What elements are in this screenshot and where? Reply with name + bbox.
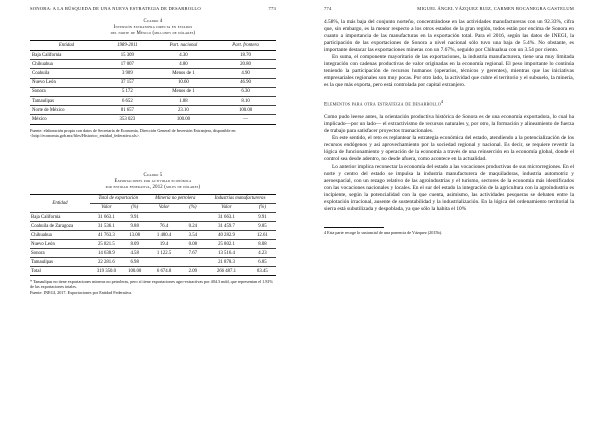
table-cell: 18.70 xyxy=(215,51,276,60)
table4-source: Fuente: elaboración propia con datos de Secretaría de Economía, Dirección General de Inversión Extranjera, disponible en <http://economia.gob.mx/files/Historico_entidad_federativa.xls>. xyxy=(30,127,236,139)
right-running-head xyxy=(324,6,574,11)
table-cell: 25 821.5 xyxy=(90,240,123,249)
table5-sub-header-cell: Valor xyxy=(146,203,181,212)
table-cell: 9.88 xyxy=(123,222,147,231)
left-running-head xyxy=(30,6,276,11)
table4-header-cell: Entidad xyxy=(30,41,103,51)
table-cell: 4.23 xyxy=(249,249,276,258)
table-cell: Sonora xyxy=(30,87,103,96)
table-row xyxy=(30,240,276,249)
table-cell: 3.54 xyxy=(182,231,204,240)
table-row xyxy=(30,213,276,222)
table-cell: Menos de 1 xyxy=(152,69,215,78)
table-cell: 21 878.3 xyxy=(204,258,249,267)
table-row xyxy=(30,78,276,87)
table-cell: 100.00 xyxy=(123,267,147,276)
table5-source: Fuente: INEGI, 2017. Exportaciones por Entidad Federativa. xyxy=(30,289,132,295)
table-cell: 10.60 xyxy=(152,78,215,87)
table-cell: 31 663.1 xyxy=(90,213,123,222)
table-cell: 9.85 xyxy=(249,222,276,231)
table5-caption xyxy=(30,173,276,191)
table-cell: 1 122.5 xyxy=(146,249,181,258)
table-row xyxy=(30,231,276,240)
paragraph: En suma, el componente mayoritario de las exportaciones, la industria manufacturera, tiene una muy limitada integración con cadenas productivas de valor originadas en la economía regional. El peso importante lo continúa teniendo la participación de recursos humanos (operarios, técnicos y gerentes), mientras que las iniciativas empresariales regionales son muy pocas. Por otro lado, la actividad que cubre el territorio y el subsuelo, la minería, es la que más exporta, pero está controlada por capital extranjero. xyxy=(324,54,574,89)
table-cell: 19.4 xyxy=(146,240,181,249)
section-title-text: Elementos para otra estrategia de desarrollo xyxy=(324,102,441,109)
table-cell: 1 480.4 xyxy=(146,231,181,240)
table-cell: 40 282.9 xyxy=(204,231,249,240)
table-cell: 15 309 xyxy=(103,51,152,60)
table-cell: 6 674.8 xyxy=(146,267,181,276)
table-cell: Coahuila xyxy=(30,69,103,78)
table4-header-row xyxy=(30,41,276,51)
table-cell: 76.4 xyxy=(146,222,181,231)
table-cell: 13 516.4 xyxy=(204,249,249,258)
table-row xyxy=(30,222,276,231)
table-row xyxy=(30,267,276,276)
table-cell: 31 536.1 xyxy=(90,222,123,231)
table-cell: Baja California xyxy=(30,51,103,60)
table5-header-cell: Entidad xyxy=(30,194,90,212)
table-cell: 5 172 xyxy=(103,87,152,96)
table5 xyxy=(30,194,276,276)
table4-header-cell: Part. frontera xyxy=(215,41,276,51)
table-row xyxy=(30,51,276,60)
paragraph: Como pudo leerse antes, la orientación productiva histórica de Sonora es de una economía exportadora, lo cual ha implicado—por un lado— el extractivismo de recursos naturales y, por otro, la formación y alineamiento de fuerza de trabajo para satisfacer proyectos trasnacionales. xyxy=(324,114,574,135)
table4-header-cell: 1989-2011 xyxy=(103,41,152,51)
table5-group-header-row xyxy=(30,194,276,203)
table-row xyxy=(30,96,276,105)
table4-header-cell: Part. nacional xyxy=(152,41,215,51)
table-cell: Norte de México xyxy=(30,106,103,115)
table4 xyxy=(30,40,276,125)
table5-header-cell: Industrias manufactureras xyxy=(204,194,276,203)
table5-note: * Tamaulipas no tiene exportaciones mineras no petroleras, pero sí tiene exportaciones agro-extractivas por 404.3 mdd, que representan el 1.81% de las exportaciones totales. xyxy=(30,279,274,290)
table-cell: 9.91 xyxy=(123,213,147,222)
table-cell xyxy=(146,213,181,222)
table5-caption-number: Cuadro 5 xyxy=(143,172,163,178)
paragraph: 4.58%, la más baja del conjunto norteño, concentrándose en las actividades manufactureras con un 92.33%, cifra que, sin embargo, es la menor respecto a los otros estados de la gran región, todos están por encima de Sonora en cuanto a importancia de las manufacturas en la exportación total. Para el 2016, según las datos de INEGI, la participación de las exportaciones de Sonora a nivel nacional sólo tuvo una baja de 5.4%. No obstante, es importante destacar las exportaciones mineras con un 7.67%, seguido por Chihuahua con un 3.54 por ciento. xyxy=(324,19,574,54)
paragraph: En este sentido, el reto es replantear la estrategia económica del estado, atendiendo a la potencialización de los recursos endógenos y así aprovechamiento por la sociedad regional y nacional. Es decir, se requiere revertir la lógica de funcionamiento y operación de la economía a través de una reinserción en la economía global, donde el control sea desde adentro, no desde afuera, como acontece en la actualidad. xyxy=(324,135,574,163)
table5-header-cell: Minería no petrolera xyxy=(146,194,204,203)
table-cell: Sonora xyxy=(30,249,90,258)
table-cell: 3 909 xyxy=(103,69,152,78)
table-cell xyxy=(182,213,204,222)
table-cell: 353 023 xyxy=(103,115,152,124)
table-cell: Coahuila de Zaragoza xyxy=(30,222,90,231)
table4-caption-title: Inversión extranjera directa en estados xyxy=(113,25,193,30)
table-cell: Tamaulipas xyxy=(30,96,103,105)
table-cell: 6.85 xyxy=(249,258,276,267)
table-cell: 266 487.1 xyxy=(204,267,249,276)
table-cell: 31 663.1 xyxy=(204,213,249,222)
section-body-text xyxy=(324,114,574,213)
table5-sub-header-cell: Valor xyxy=(204,203,249,212)
table-cell: 2.09 xyxy=(182,267,204,276)
table-cell: 83.45 xyxy=(249,267,276,276)
table-cell: 100.00 xyxy=(152,115,215,124)
table-cell: 22 281.6 xyxy=(90,258,123,267)
table-cell: Menos de 1 xyxy=(152,87,215,96)
table-cell: 23.10 xyxy=(152,106,215,115)
table-cell: 12.61 xyxy=(249,231,276,240)
table4-caption xyxy=(30,19,276,37)
table-cell: 17 007 xyxy=(103,60,152,69)
table-row xyxy=(30,87,276,96)
footnote-divider xyxy=(324,227,384,228)
table-cell: 7.67 xyxy=(182,249,204,258)
left-running-head-title: SONORA: A LA BÚSQUEDA DE UNA NUEVA ESTRATEGIA DE DESARROLLO xyxy=(30,6,201,11)
table5-sub-header-cell: (%) xyxy=(182,203,204,212)
table-cell: 25 802.1 xyxy=(204,240,249,249)
table-cell: 41 763.3 xyxy=(90,231,123,240)
table-cell: 0.08 xyxy=(182,240,204,249)
table5-header-cell: Total de exportación xyxy=(90,194,146,203)
table-cell: 6.98 xyxy=(123,258,147,267)
table-cell: 6.30 xyxy=(215,87,276,96)
table-cell: 319 350.0 xyxy=(90,267,123,276)
table-cell: Chihuahua xyxy=(30,231,90,240)
table5-sub-header-cell: (%) xyxy=(123,203,147,212)
table-cell: Tamaulipas xyxy=(30,258,90,267)
table-row xyxy=(30,115,276,124)
section-title xyxy=(324,99,574,108)
table-cell: — xyxy=(215,115,276,124)
table5-caption-title: Exportaciones por actividad económica xyxy=(114,178,192,184)
table-cell: 81 657 xyxy=(103,106,152,115)
table-cell: Nuevo León xyxy=(30,240,90,249)
table-cell: 4.80 xyxy=(152,60,215,69)
table-cell: Baja California xyxy=(30,213,90,222)
table-cell: 8.08 xyxy=(249,240,276,249)
table-cell: 14 638.9 xyxy=(90,249,123,258)
table5-notes xyxy=(30,279,276,295)
table-cell: 0.24 xyxy=(182,222,204,231)
right-running-head-authors: MIGUEL ÁNGEL VÁZQUEZ RUIZ, CARMEN BOCANEGRA GASTELUM xyxy=(417,6,574,11)
table4-caption-subtitle: del norte de México (millones de dólares) xyxy=(110,31,196,36)
table-row xyxy=(30,249,276,258)
body-text xyxy=(324,19,574,89)
table5-sub-header-cell: (%) xyxy=(249,203,276,212)
paragraph: Lo anterior implica reconectar la economía del estado a las vocaciones productivas de sus microrregiones. En el norte y centro del estado se impulsa la industria manufacturera de maquiladoras, industria automotriz y aeroespacial, con un rezago relativo de las agroindustrias y el turismo, sectores de la economía más identificados con las vocaciones nacionales y locales. En el sur del estado la integración de la agricultura con la agroindustria es incipiente, según la potencialidad con la que cuenta, asimismo, las actividades pesqueras se debaten entre la explotación irracional, ausente de sustentabilidad y la industrialización. En la lógica del ordenamiento territorial la sierra está subutilizada y despoblada, ya que sólo la habita el 10% xyxy=(324,163,574,212)
table-cell: 8.10 xyxy=(215,96,276,105)
table-row xyxy=(30,258,276,267)
table-cell: 46.90 xyxy=(215,78,276,87)
table-cell: 20.80 xyxy=(215,60,276,69)
right-page-number: 774 xyxy=(324,6,332,11)
table-cell: 13.08 xyxy=(123,231,147,240)
right-page xyxy=(300,0,600,431)
table-cell: 100.00 xyxy=(215,106,276,115)
table-cell: 4.58 xyxy=(123,249,147,258)
section-footnote-ref: 4 xyxy=(440,99,444,105)
table-cell xyxy=(146,258,181,267)
table-cell: 4.30 xyxy=(152,51,215,60)
table-cell: 31 459.7 xyxy=(204,222,249,231)
table4-caption-number: Cuadro 4 xyxy=(143,19,163,24)
table-cell: México xyxy=(30,115,103,124)
table-cell: Total xyxy=(30,267,90,276)
table-cell: 37 157 xyxy=(103,78,152,87)
table-cell: 1.88 xyxy=(152,96,215,105)
table-cell: Chihuahua xyxy=(30,60,103,69)
table-cell xyxy=(182,258,204,267)
footnote: 4 Esta parte recoge lo sustancial de una ponencia de Vázquez (2015b). xyxy=(324,229,443,235)
table-row xyxy=(30,106,276,115)
table5-sub-header-cell: Valor xyxy=(90,203,123,212)
table-cell: 9.91 xyxy=(249,213,276,222)
table-cell: 8.09 xyxy=(123,240,147,249)
table-row xyxy=(30,69,276,78)
table5-caption-subtitle: por entidad federativa, 2012 (miles de dólares) xyxy=(105,184,201,190)
table-cell: Nuevo León xyxy=(30,78,103,87)
left-page-number: 773 xyxy=(268,6,276,11)
table-cell: 6 652 xyxy=(103,96,152,105)
table-cell: 4.90 xyxy=(215,69,276,78)
table-row xyxy=(30,60,276,69)
